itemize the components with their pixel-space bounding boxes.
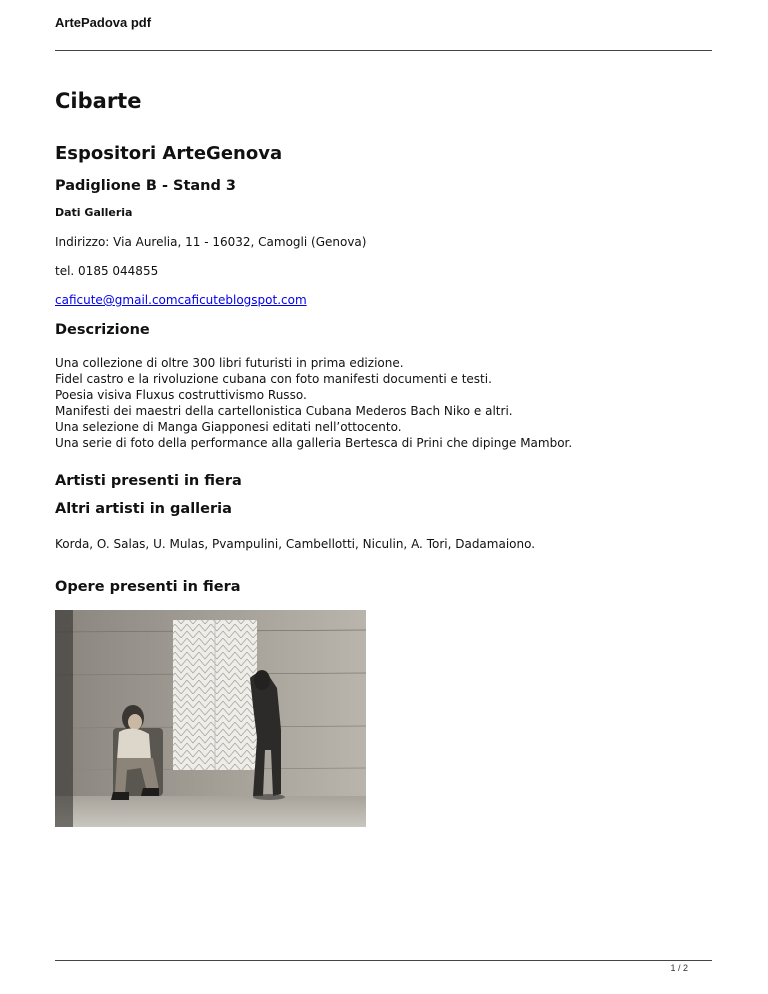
stand-heading: Padiglione B - Stand 3 [55, 178, 237, 194]
artwork-photo-image [55, 610, 366, 827]
description-line: Una serie di foto della performance alla galleria Bertesca di Prini che dipinge Mambor. [55, 436, 573, 450]
page-number: 1 / 2 [670, 963, 688, 973]
page-title: Cibarte [55, 89, 142, 113]
gallery-address: Indirizzo: Via Aurelia, 11 - 16032, Camogli (Genova) [55, 235, 367, 249]
gallery-heading: Dati Galleria [55, 206, 133, 219]
gallery-links [55, 293, 307, 307]
description-line: Poesia visiva Fluxus costruttivismo Russo. [55, 388, 307, 402]
description-line: Una selezione di Manga Giapponesi editati nell’ottocento. [55, 420, 402, 434]
description-line: Manifesti dei maestri della cartellonistica Cubana Mederos Bach Niko e altri. [55, 404, 513, 418]
section-heading: Espositori ArteGenova [55, 143, 283, 164]
description-line: Una collezione di oltre 300 libri futuristi in prima edizione. [55, 356, 404, 370]
other-artists-heading: Altri artisti in galleria [55, 501, 232, 517]
blog-link[interactable]: caficuteblogspot.com [177, 293, 307, 307]
email-link[interactable]: caficute@gmail.com [55, 293, 178, 307]
description-line: Fidel castro e la rivoluzione cubana con foto manifesti documenti e testi. [55, 372, 492, 386]
works-heading: Opere presenti in fiera [55, 579, 241, 595]
description-heading: Descrizione [55, 322, 150, 338]
gallery-phone: tel. 0185 044855 [55, 264, 159, 278]
header-divider [55, 50, 712, 51]
artists-heading: Artisti presenti in fiera [55, 473, 242, 489]
artwork-photo [55, 610, 366, 827]
header-title: ArtePadova pdf [55, 15, 152, 30]
footer-divider [55, 960, 712, 961]
description-text [55, 355, 572, 451]
other-artists-list: Korda, O. Salas, U. Mulas, Pvampulini, Cambellotti, Niculin, A. Tori, Dadamaiono. [55, 537, 536, 551]
